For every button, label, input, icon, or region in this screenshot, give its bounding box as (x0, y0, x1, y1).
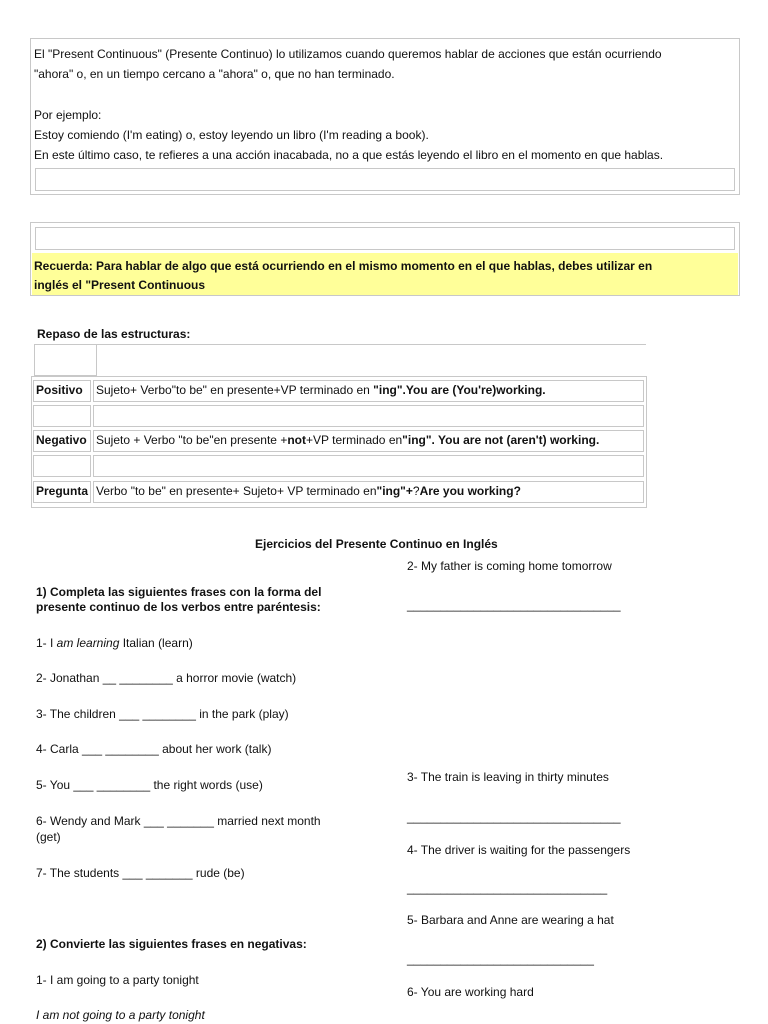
right-item-5: 5- Barbara and Anne are wearing a hat (407, 913, 614, 927)
question-content (93, 481, 644, 503)
positive-content (93, 380, 644, 402)
right-item-2: 2- My father is coming home tomorrow (407, 559, 612, 573)
ex2-title: 2) Convierte las siguientes frases en negativas: (36, 937, 307, 951)
ex1-item-2: 2- Jonathan __ ________ a horror movie (watch) (36, 671, 297, 685)
question-label: Pregunta (33, 481, 91, 503)
right-item-3: 3- The train is leaving in thirty minutes (407, 770, 609, 784)
ex2-item-1-answer: I am not going to a party tonight (36, 1008, 205, 1022)
ex1-item-1-suffix: Italian (learn) (119, 636, 193, 650)
negative-not: not (287, 433, 306, 447)
question-ing: "ing"+ (376, 484, 413, 498)
structure-table (31, 376, 647, 508)
right-answer-line-3: ________________________________ (407, 810, 621, 824)
negative-text-a2: +VP terminado en (305, 433, 403, 447)
review-title: Repaso de las estructuras: (37, 327, 191, 341)
ex2-item-1: 1- I am going to a party tonight (36, 973, 199, 987)
review-top-cell-left (34, 344, 97, 376)
right-item-6: 6- You are working hard (407, 985, 534, 999)
reminder-line-1: Recuerda: Para hablar de algo que está ocurriendo en el mismo momento en el que hablas, debes utilizar en (34, 259, 653, 273)
positive-text-a: Sujeto+ Verbo"to be" en presente+VP terminado en (96, 383, 374, 397)
intro-line-4: Estoy comiendo (I'm eating) o, estoy leyendo un libro (I'm reading a book). (34, 128, 429, 142)
empty-cell-1b (93, 405, 644, 427)
negative-ing: "ing" (402, 433, 432, 447)
negative-text-a: Sujeto + Verbo "to be"en presente + (96, 433, 288, 447)
question-text-a: Verbo "to be" en presente+ Sujeto+ VP terminado en (96, 484, 377, 498)
ex1-item-3: 3- The children ___ ________ in the park (play) (36, 707, 289, 721)
ex1-item-6-line-1: 6- Wendy and Mark ___ _______ married next month (36, 814, 321, 828)
ex1-item-1-prefix: 1- I (36, 636, 57, 650)
exercises-title: Ejercicios del Presente Continuo en Inglés (255, 537, 498, 551)
right-answer-line-4: ______________________________ (407, 881, 608, 895)
review-top-cell-right (97, 344, 646, 376)
ex1-title-line-1: 1) Completa las siguientes frases con la forma del (36, 585, 322, 599)
intro-line-5: En este último caso, te refieres a una acción inacabada, no a que estás leyendo el libro en el momento en que hablas. (34, 148, 664, 162)
reminder-empty-cell (35, 227, 735, 250)
ex1-item-1 (36, 636, 193, 651)
positive-ing: "ing" (373, 383, 403, 397)
ex1-item-7: 7- The students ___ _______ rude (be) (36, 866, 245, 880)
ex1-item-1-answer: am learning (56, 636, 120, 650)
right-item-4: 4- The driver is waiting for the passengers (407, 843, 631, 857)
intro-line-3: Por ejemplo: (34, 108, 102, 122)
positive-label: Positivo (33, 380, 91, 402)
ex1-item-5: 5- You ___ ________ the right words (use) (36, 778, 263, 792)
question-example: Are you working? (419, 484, 521, 498)
empty-cell-2a (33, 455, 91, 477)
right-answer-line-5: ____________________________ (407, 952, 594, 966)
empty-cell-2b (93, 455, 644, 477)
intro-line-2: "ahora" o, en un tiempo cercano a "ahora" o, que no han terminado. (34, 67, 395, 81)
positive-example: .You are (You're)working. (402, 383, 546, 397)
empty-cell-1a (33, 405, 91, 427)
question-mark: ? (412, 484, 420, 498)
intro-line-1: El "Present Continuous" (Presente Continuo) lo utilizamos cuando queremos hablar de acciones que están ocurriendo (34, 47, 662, 61)
intro-box (30, 38, 740, 195)
negative-content (93, 430, 644, 452)
negative-example: . You are not (aren't) working. (431, 433, 600, 447)
ex1-item-6-line-2: (get) (36, 830, 61, 844)
intro-empty-cell (35, 168, 735, 191)
negative-label: Negativo (33, 430, 91, 452)
ex1-title-line-2: presente continuo de los verbos entre paréntesis: (36, 600, 321, 614)
reminder-line-2: inglés el "Present Continuous (34, 278, 206, 292)
ex1-item-4: 4- Carla ___ ________ about her work (talk) (36, 742, 272, 756)
right-answer-line-2: ________________________________ (407, 598, 621, 612)
reminder-box (30, 222, 740, 296)
